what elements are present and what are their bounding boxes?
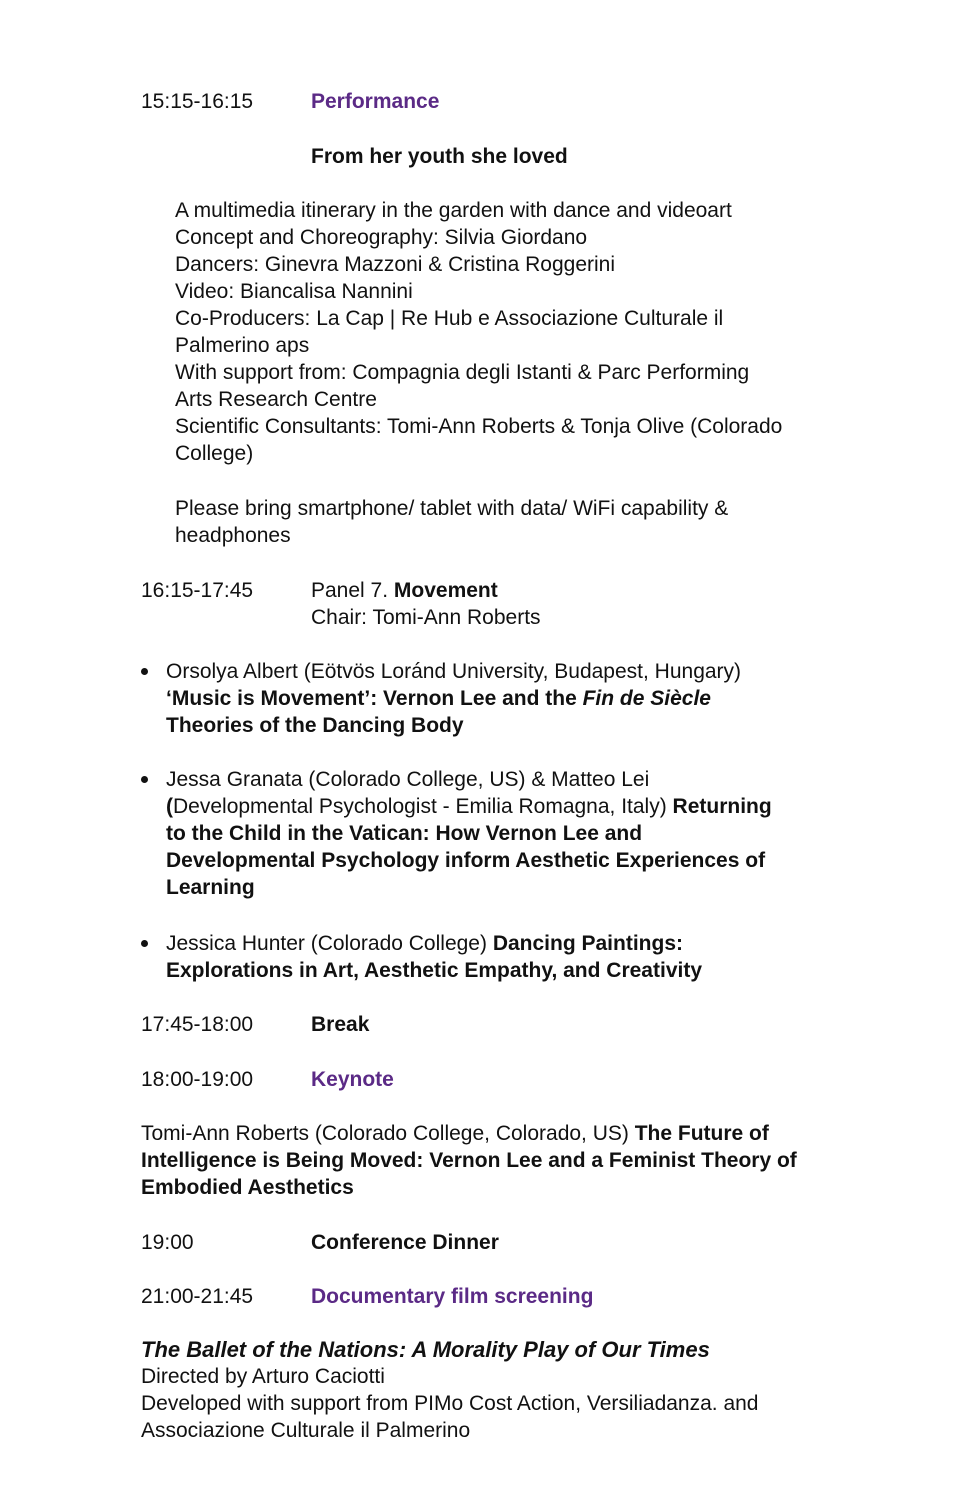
performance-title: From her youth she loved	[311, 145, 568, 168]
panel-name: Movement	[393, 579, 498, 602]
talk-title-line: Explorations in Art, Aesthetic Empathy, and Creativity	[166, 959, 703, 982]
panel-prefix: Panel 7.	[311, 579, 394, 602]
talk-author: Jessica Hunter (Colorado College)	[166, 932, 493, 955]
keynote-title-line: Embodied Aesthetics	[141, 1176, 354, 1199]
talk-title-line: Theories of the Dancing Body	[166, 714, 464, 737]
bullet-icon	[141, 776, 148, 783]
bullet-icon	[141, 940, 148, 947]
screening-line: Associazione Culturale il Palmerino	[141, 1419, 471, 1442]
talk-title-line: Learning	[166, 876, 255, 899]
talk-author: Orsolya Albert (Eötvös Loránd University, Budapest, Hungary)	[166, 660, 742, 683]
dinner-label: Conference Dinner	[311, 1231, 499, 1254]
talk-title-part: ‘Music is Movement’: Vernon Lee and the	[166, 687, 583, 710]
panel-chair: Chair: Tomi-Ann Roberts	[311, 606, 541, 629]
talk-title-line: to the Child in the Vatican: How Vernon Lee and	[166, 822, 643, 845]
performance-detail-line: Co-Producers: La Cap | Re Hub e Associazione Culturale il	[175, 307, 724, 330]
performance-detail-line: Video: Biancalisa Nannini	[175, 280, 413, 303]
dinner-time: 19:00	[141, 1231, 194, 1254]
talk-affiliation: Developmental Psychologist - Emilia Romagna, Italy)	[173, 795, 673, 818]
performance-detail-line: Palmerino aps	[175, 334, 310, 357]
performance-detail-line: With support from: Compagnia degli Istanti & Parc Performing	[175, 361, 750, 384]
panel-heading	[311, 577, 498, 604]
performance-detail-line: College)	[175, 442, 254, 465]
keynote-time: 18:00-19:00	[141, 1068, 254, 1091]
film-title: The Ballet of the Nations: A Morality Play of Our Times	[141, 1337, 710, 1362]
talk-paren: (	[166, 795, 173, 818]
performance-note-line: Please bring smartphone/ tablet with data/ WiFi capability &	[175, 497, 729, 520]
performance-note	[175, 495, 835, 549]
talk-title-line: Developmental Psychology inform Aesthetic Experiences of	[166, 849, 766, 872]
keynote-talk	[141, 1120, 831, 1201]
panel-time: 16:15-17:45	[141, 579, 254, 602]
screening-details	[141, 1336, 831, 1444]
screening-line: Directed by Arturo Caciotti	[141, 1365, 385, 1388]
talk-title-line	[166, 685, 816, 712]
talk-item	[166, 766, 816, 901]
performance-detail-line: Concept and Choreography: Silvia Giordano	[175, 226, 588, 249]
talk-author-line	[166, 930, 816, 957]
screening-time: 21:00-21:45	[141, 1285, 254, 1308]
keynote-title-part: The Future of	[634, 1122, 769, 1145]
talk-author: Jessa Granata (Colorado College, US) & Matteo Lei	[166, 768, 650, 791]
talk-title-part: Dancing Paintings:	[492, 932, 683, 955]
performance-detail-line: Arts Research Centre	[175, 388, 377, 411]
screening-line: Developed with support from PIMo Cost Action, Versiliadanza. and	[141, 1392, 759, 1415]
keynote-label: Keynote	[311, 1068, 394, 1091]
keynote-line	[141, 1120, 831, 1147]
performance-detail-line: A multimedia itinerary in the garden with dance and videoart	[175, 199, 732, 222]
break-time: 17:45-18:00	[141, 1013, 254, 1036]
talk-title-part: Returning	[672, 795, 772, 818]
performance-detail-line: Scientific Consultants: Tomi-Ann Roberts & Tonja Olive (Colorado	[175, 415, 783, 438]
performance-detail-line: Dancers: Ginevra Mazzoni & Cristina Roggerini	[175, 253, 616, 276]
talk-item	[166, 658, 816, 739]
performance-details	[175, 197, 835, 467]
keynote-title-line: Intelligence is Being Moved: Vernon Lee and a Feminist Theory of	[141, 1149, 797, 1172]
talk-author-line	[166, 793, 816, 820]
performance-note-line: headphones	[175, 524, 291, 547]
keynote-speaker: Tomi-Ann Roberts (Colorado College, Colorado, US)	[141, 1122, 635, 1145]
screening-label: Documentary film screening	[311, 1285, 594, 1308]
talk-title-italic: Fin de Siècle	[582, 687, 711, 710]
bullet-icon	[141, 668, 148, 675]
talk-item	[166, 930, 816, 984]
performance-time: 15:15-16:15	[141, 90, 254, 113]
break-label: Break	[311, 1013, 370, 1036]
performance-label: Performance	[311, 90, 440, 113]
